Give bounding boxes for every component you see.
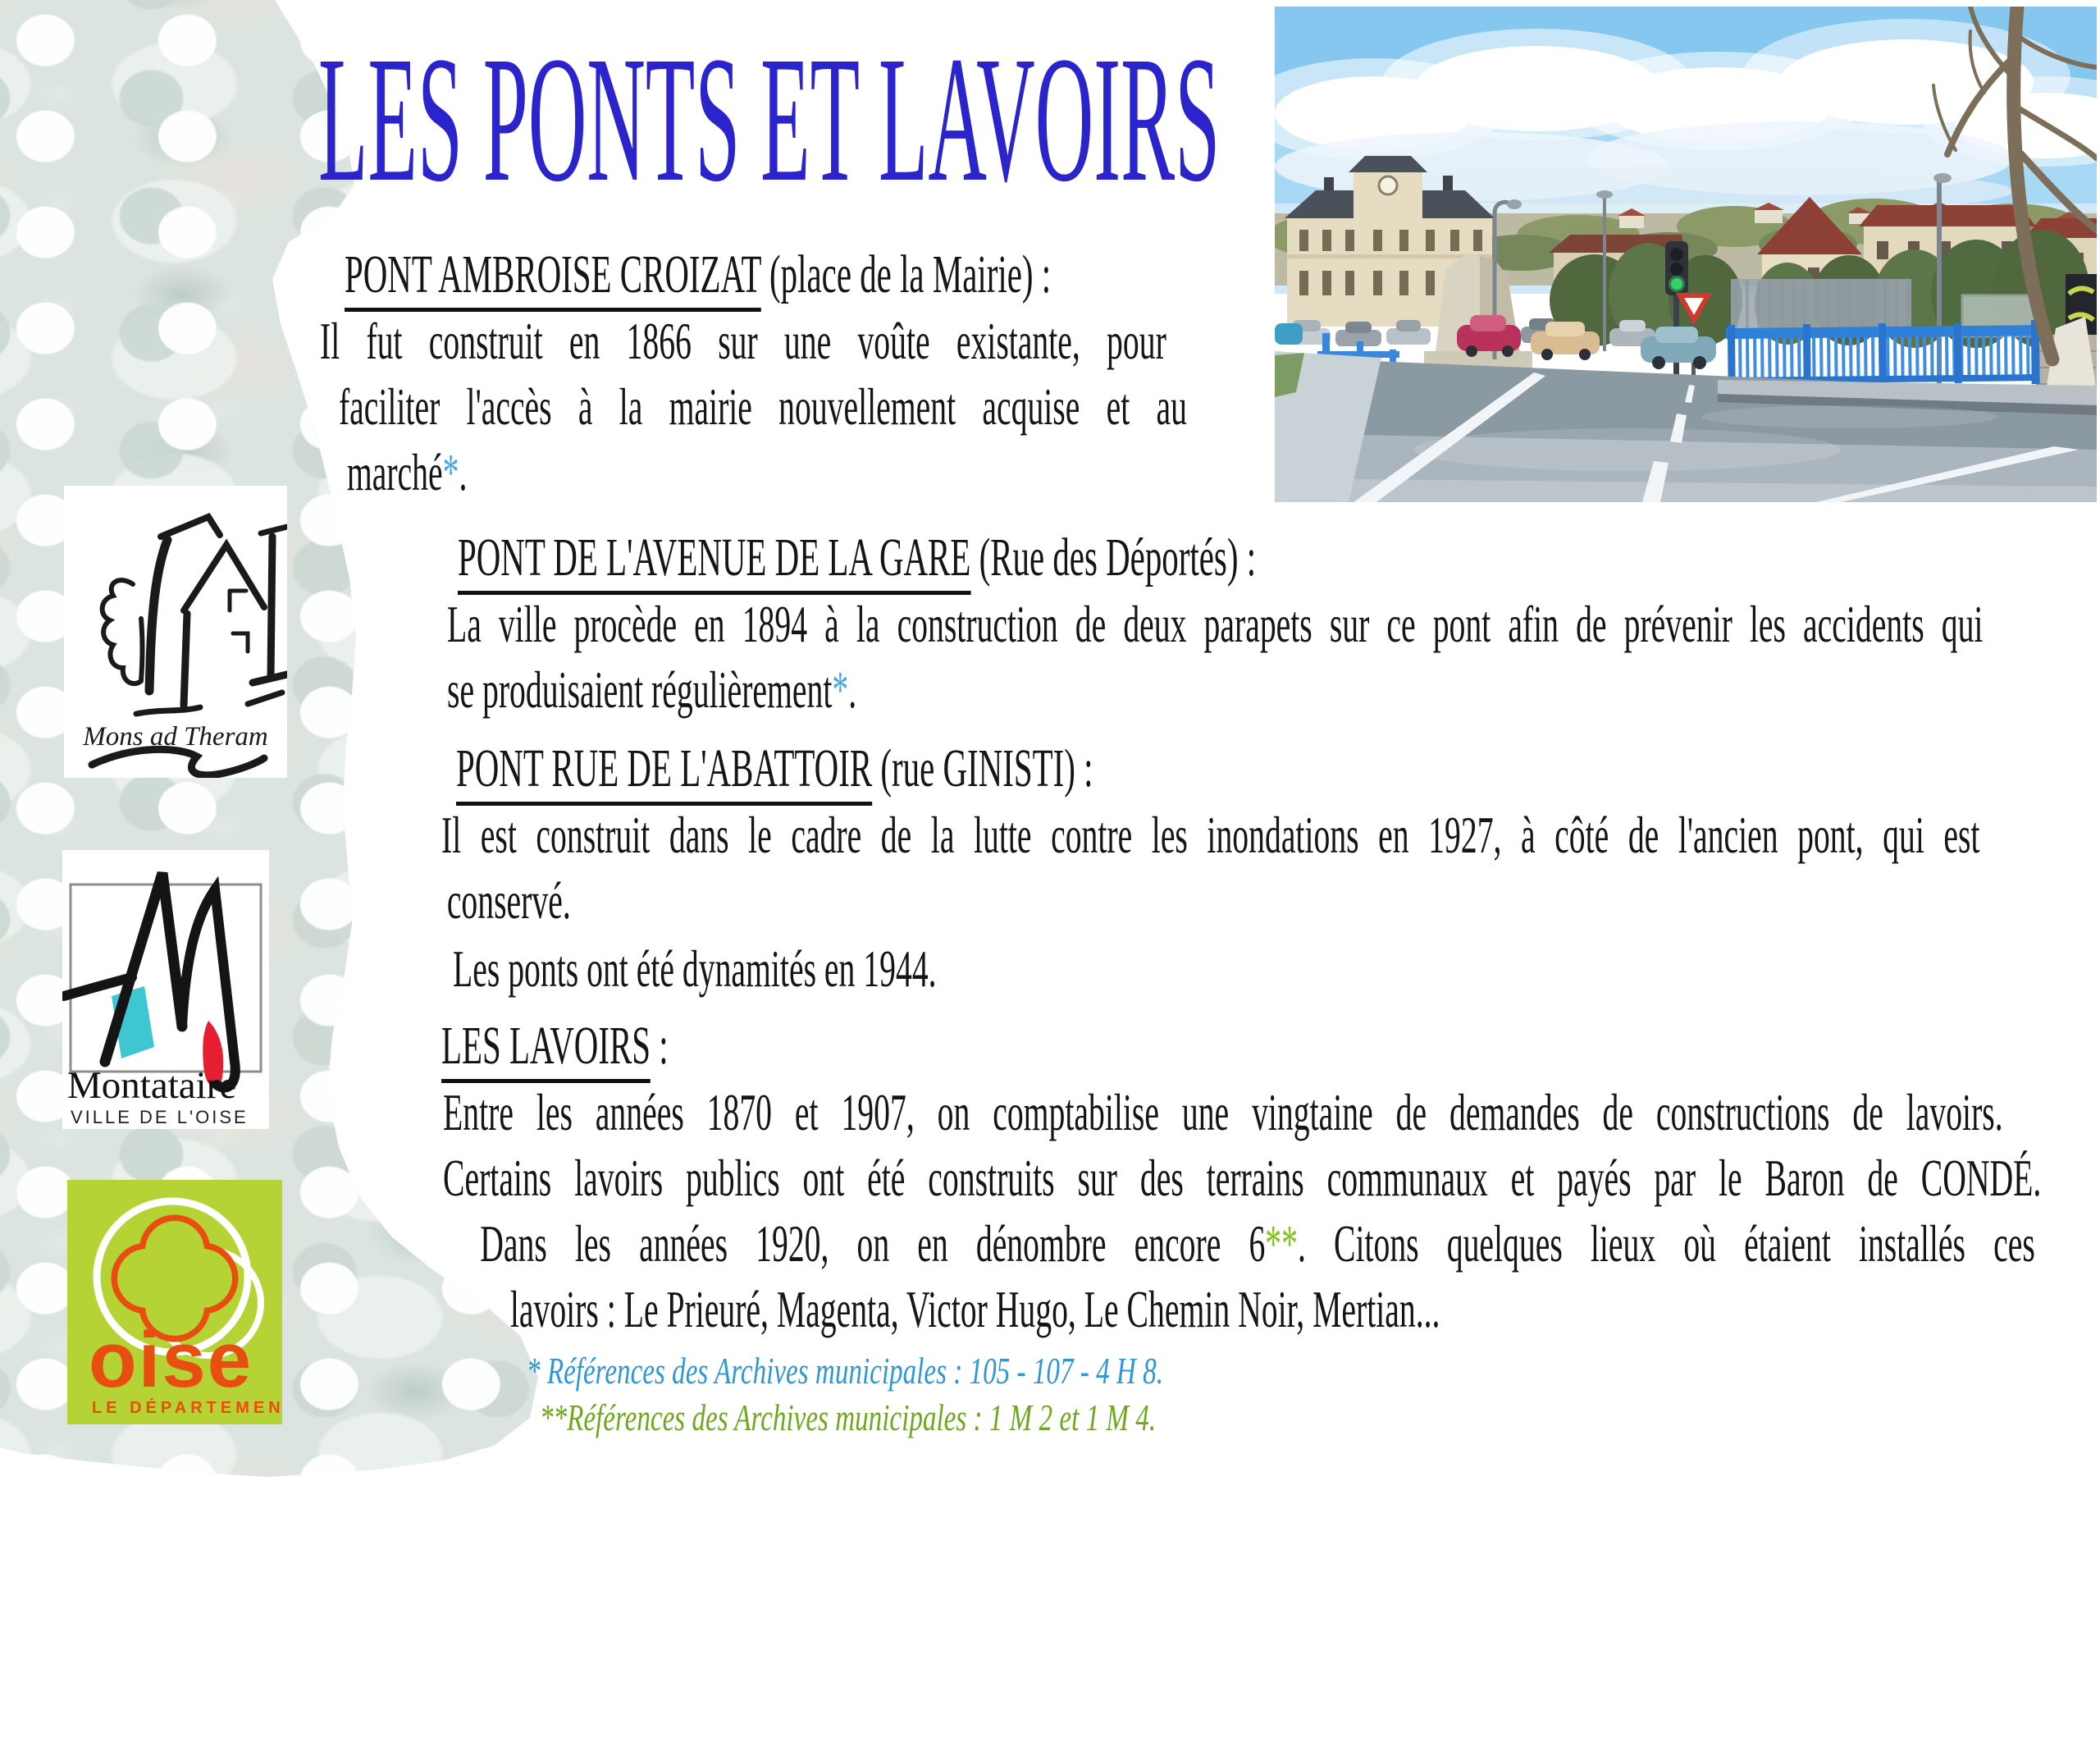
paragraph-line: Les ponts ont été dynamités en 1944.	[453, 939, 937, 998]
montataire-name: Montataire	[67, 1064, 237, 1107]
section-heading-pont-avenue-gare	[458, 528, 1256, 588]
heading-underlined: LES LAVOIRS	[441, 1016, 651, 1083]
paragraph-line: Certains lavoirs publics ont été construits sur des terrains communaux et payés par le Baron de CONDÉ.	[443, 1149, 2042, 1207]
logo-mons-ad-theram	[64, 486, 287, 778]
footnote-archives-blue: * Références des Archives municipales : 105 - 107 - 4 H 8.	[527, 1350, 1163, 1392]
oise-wordmark: oise	[89, 1316, 253, 1404]
page-title: LES PONTS ET LAVOIRS	[318, 19, 1221, 219]
section-paragraph	[320, 309, 1257, 505]
heading-suffix: (Rue des Déportés) :	[970, 528, 1257, 587]
river-squiggle	[92, 749, 264, 775]
heading-underlined: PONT DE L'AVENUE DE LA GARE	[458, 528, 970, 595]
section-paragraph	[441, 802, 2077, 934]
montataire-subtitle: VILLE DE L'OISE	[71, 1107, 249, 1127]
arch-stroke	[149, 540, 167, 691]
bridge-railing	[1726, 320, 2040, 387]
paragraph-line: se produisaient régulièrement*.	[447, 661, 857, 719]
section-paragraph	[447, 592, 2077, 723]
oise-subtitle: LE DÉPARTEMENT	[92, 1399, 282, 1417]
section-paragraph	[443, 1080, 2077, 1342]
bridge-photo	[1275, 7, 2097, 502]
paragraph-line: Entre les années 1870 et 1907, on comptabilise une vingtaine de demandes de constructions de lavoirs.	[443, 1083, 2003, 1141]
paragraph-line: Il fut construit en 1866 sur une voûte existante, pour	[320, 312, 1166, 370]
heading-suffix: :	[651, 1016, 669, 1076]
paragraph-line: marché*.	[346, 443, 468, 501]
section-heading-pont-rue-abattoir	[456, 738, 1093, 799]
heading-suffix: (rue GINISTI) :	[872, 738, 1093, 798]
oise-emblem	[67, 1180, 282, 1424]
paragraph-line: faciliter l'accès à la mairie nouvellement acquise et au	[338, 377, 1187, 436]
heading-underlined: PONT AMBROISE CROIZAT	[345, 245, 761, 312]
paragraph-line: Il est construit dans le cadre de la lutte contre les inondations en 1927, à côté de l'ancien pont, qui est	[441, 806, 1980, 864]
footnote-double-asterisk: **	[1265, 1214, 1298, 1273]
house-roof	[184, 545, 264, 610]
logo-oise-departement	[67, 1180, 282, 1424]
paragraph-line: Dans les années 1920, on en dénombre encore 6**. Citons quelques lieux où étaient installés ces	[480, 1214, 2035, 1273]
heading-underlined: PONT RUE DE L'ABATTOIR	[456, 738, 872, 806]
section-heading-pont-ambroise-croizat	[345, 245, 1051, 305]
palisade-fence	[1731, 279, 1911, 330]
footnote-asterisk: *	[442, 443, 459, 501]
paragraph-dynamites	[453, 936, 937, 1002]
logo-montataire	[62, 850, 269, 1129]
mons-caption: Mons ad Theram	[83, 722, 268, 752]
paragraph-line: La ville procède en 1894 à la construction de deux parapets sur ce pont afin de prévenir les accidents qui	[447, 595, 1984, 653]
tree-outline	[103, 580, 141, 683]
mons-ad-theram-drawing	[64, 486, 287, 778]
road	[1275, 351, 2097, 502]
paragraph-line: conservé.	[446, 871, 571, 930]
heading-suffix: (place de la Mairie) :	[760, 245, 1052, 304]
footnote-asterisk: *	[832, 661, 849, 719]
car-blue-left	[1275, 323, 1303, 345]
tower-stroke	[271, 537, 272, 678]
montataire-emblem	[62, 850, 269, 1129]
section-heading-les-lavoirs	[441, 1016, 669, 1076]
footnote-archives-green: **Références des Archives municipales : 1 M 2 et 1 M 4.	[540, 1396, 1157, 1438]
paragraph-line: lavoirs : Le Prieuré, Magenta, Victor Hugo, Le Chemin Noir, Mertian...	[509, 1280, 1440, 1338]
